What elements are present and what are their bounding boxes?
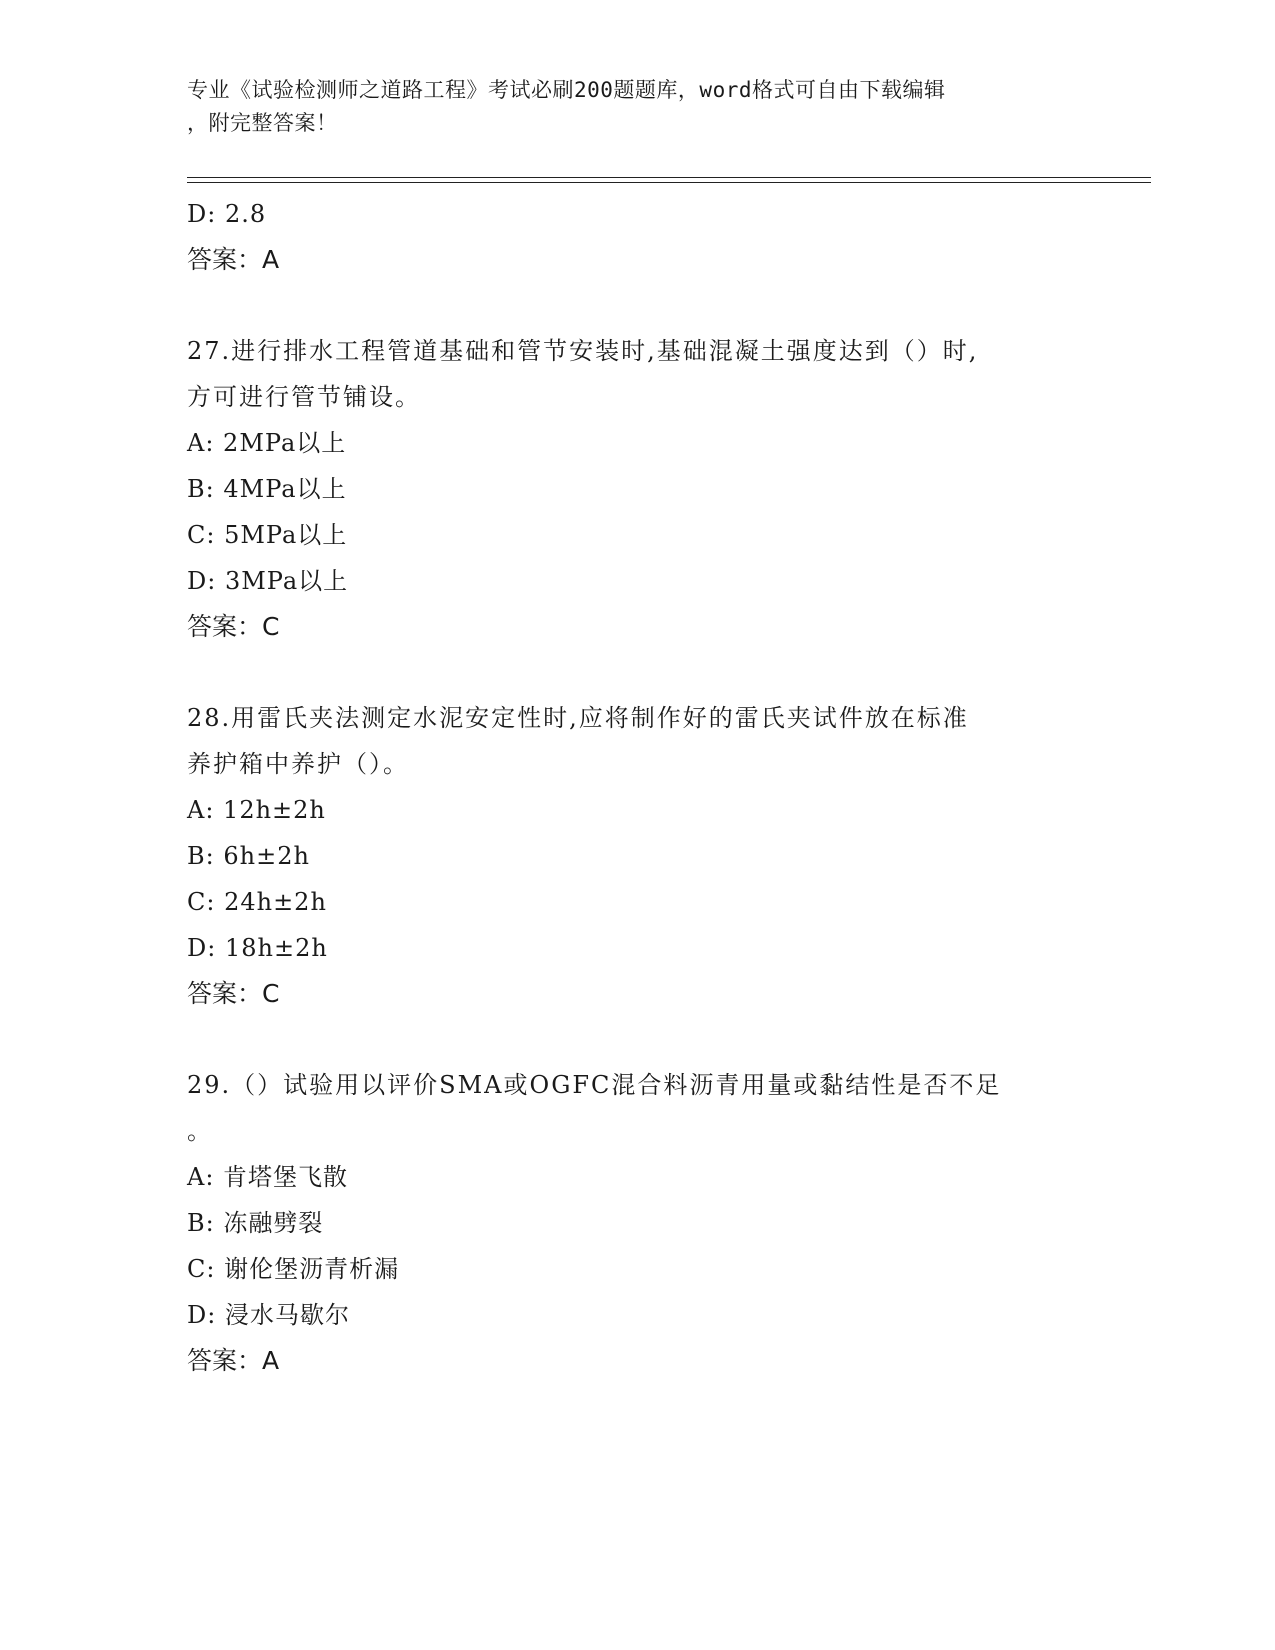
answer-line: 答案：A [187, 1346, 280, 1375]
question-text-line-2: 养护箱中养护（）。 [187, 750, 409, 778]
question-28 [187, 695, 1087, 1017]
option-c: C: 谢伦堡沥青析漏 [187, 1255, 400, 1283]
option-a: A: 肯塔堡飞散 [187, 1163, 349, 1191]
option-d: D: 浸水马歇尔 [187, 1301, 350, 1329]
header-line-1: 专业《试验检测师之道路工程》考试必刷200题题库，word格式可自由下载编辑 [187, 78, 946, 102]
option-c: C: 24h±2h [187, 888, 327, 916]
answer-line: 答案：A [187, 245, 280, 274]
answer-line: 答案：C [187, 979, 280, 1008]
option-b: B: 6h±2h [187, 842, 310, 870]
option-a: A: 2MPa以上 [187, 429, 347, 457]
option-d: D: 18h±2h [187, 934, 328, 962]
header-divider-bottom [187, 182, 1151, 183]
option-b: B: 4MPa以上 [187, 475, 347, 503]
option-d: D: 2.8 [187, 200, 267, 228]
answer-line: 答案：C [187, 612, 280, 641]
option-c: C: 5MPa以上 [187, 521, 348, 549]
document-body [187, 191, 1087, 1384]
question-text-line-2: 方可进行管节铺设。 [187, 383, 421, 411]
header-line-2: ，附完整答案！ [187, 111, 338, 135]
question-text-line-2: 。 [187, 1117, 213, 1145]
document-header [187, 74, 1067, 140]
header-divider-top [187, 177, 1151, 178]
question-text-line-1: 28.用雷氏夹法测定水泥安定性时,应将制作好的雷氏夹试件放在标准 [187, 704, 969, 732]
option-b: B: 冻融劈裂 [187, 1209, 324, 1237]
question-26-tail [187, 191, 1087, 283]
question-text-line-1: 27.进行排水工程管道基础和管节安装时,基础混凝土强度达到（）时, [187, 337, 979, 365]
option-a: A: 12h±2h [187, 796, 326, 824]
option-d: D: 3MPa以上 [187, 567, 349, 595]
question-text-line-1: 29.（）试验用以评价SMA或OGFC混合料沥青用量或黏结性是否不足 [187, 1071, 1002, 1099]
question-29 [187, 1062, 1087, 1384]
question-27 [187, 328, 1087, 650]
